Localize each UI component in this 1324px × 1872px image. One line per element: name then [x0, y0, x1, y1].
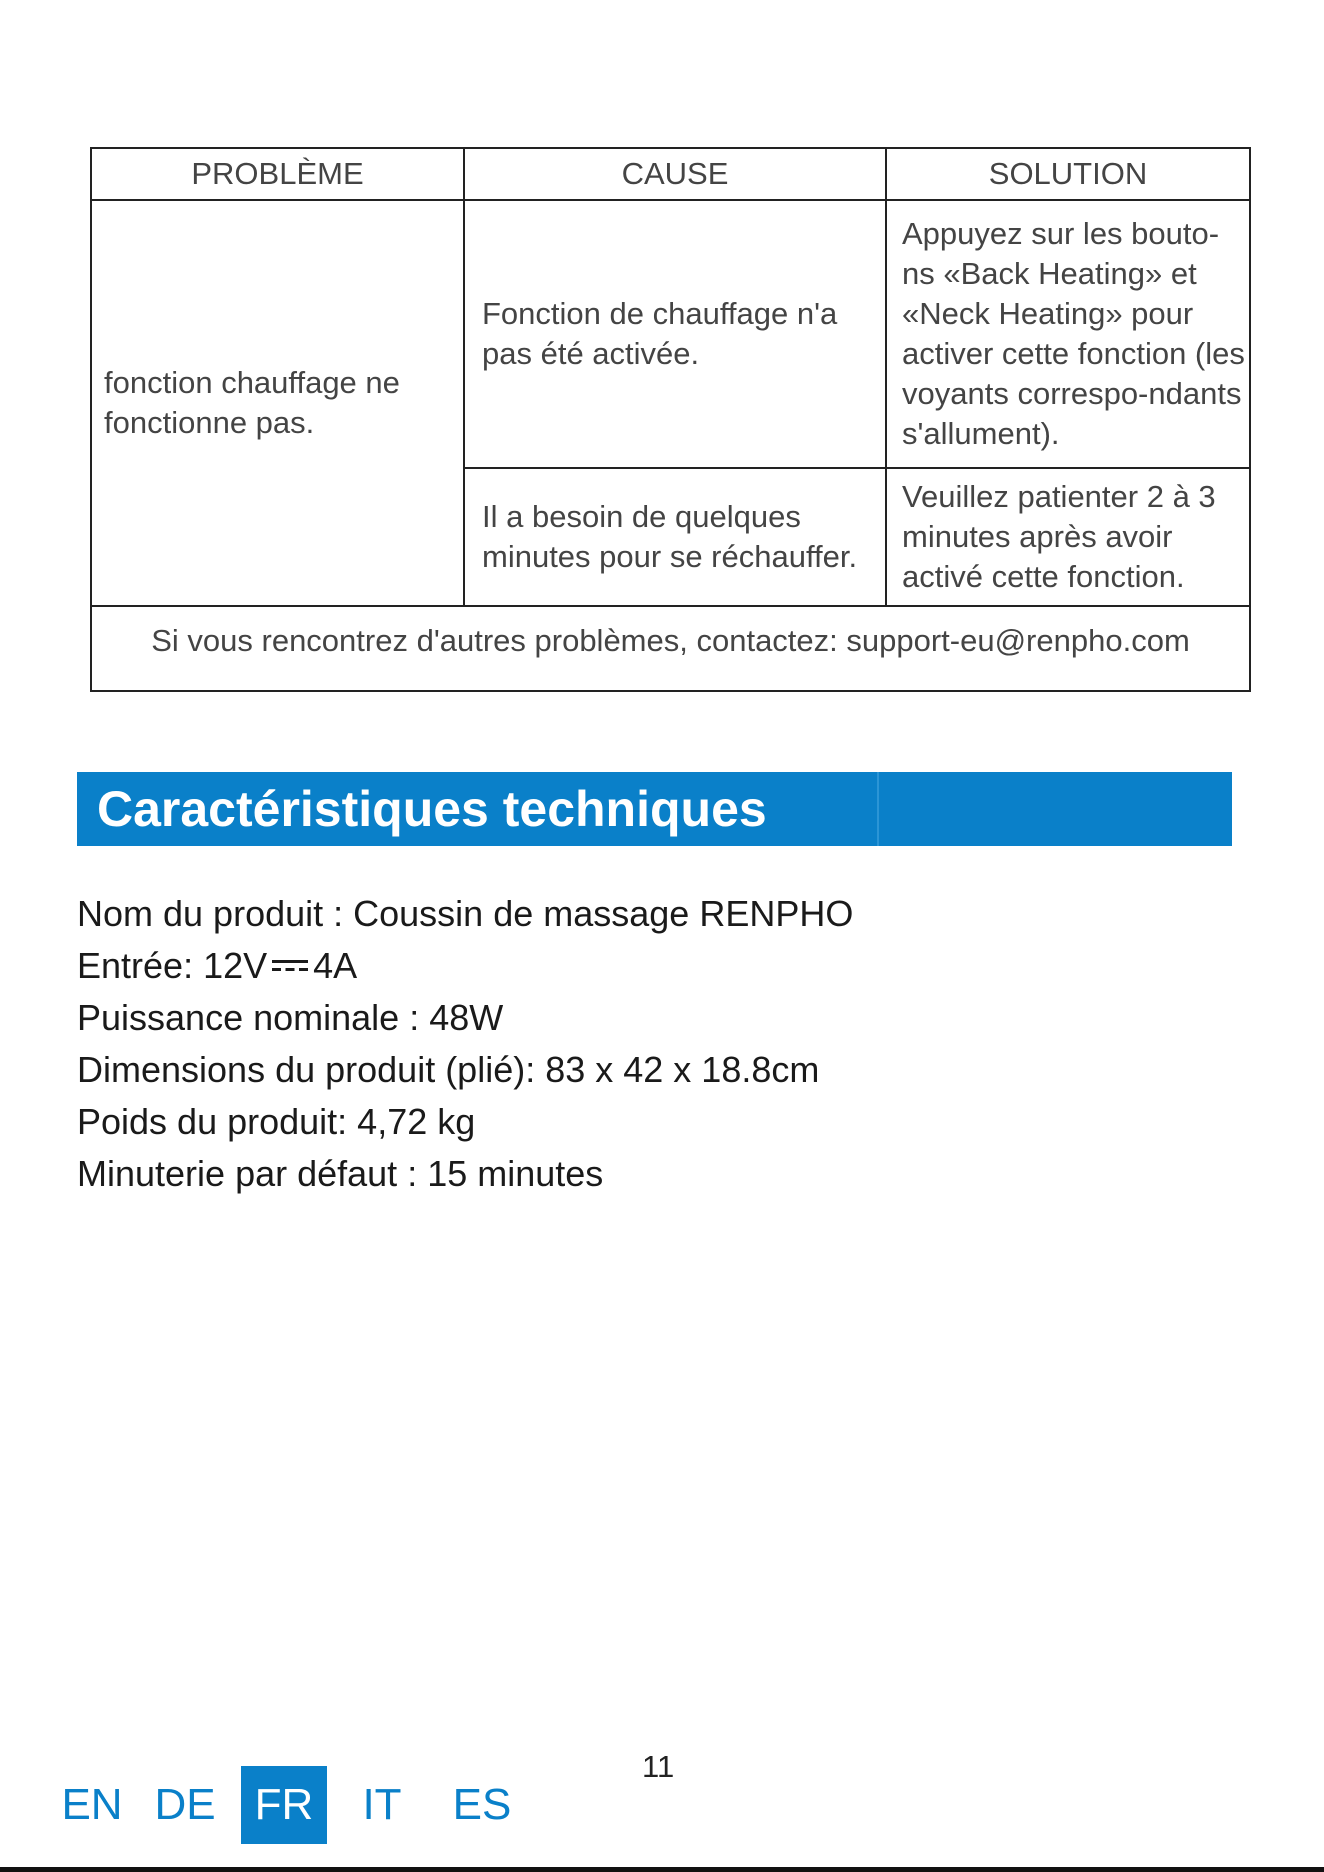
spec-timer: Minuterie par défaut : 15 minutes [77, 1153, 604, 1194]
cause-text: Fonction de chauffage n'a pas été activée. [482, 296, 838, 371]
cause-text: Il a besoin de quelques minutes pour se réchauffer. [482, 499, 858, 574]
spec-input-current: 4A [313, 945, 358, 986]
header-cause: CAUSE [464, 148, 886, 200]
page-number: 11 [642, 1749, 675, 1784]
cause-cell [464, 468, 886, 606]
troubleshooting-table [90, 147, 1251, 692]
table-header-row [91, 148, 1250, 200]
bottom-rule [0, 1867, 1324, 1872]
language-tab-es[interactable]: ES [452, 1780, 512, 1829]
contact-text: Si vous rencontrez d'autres problèmes, contactez: support-eu@renpho.com [151, 623, 1190, 658]
spec-product-name: Nom du produit : Coussin de massage RENPHO [77, 893, 854, 934]
problem-cell [91, 200, 464, 606]
contact-cell [91, 606, 1250, 691]
dc-current-icon [271, 957, 309, 975]
solution-cell [886, 468, 1250, 606]
problem-text: fonction chauffage ne fonctionne pas. [104, 365, 400, 440]
cause-cell [464, 200, 886, 468]
specs-list [77, 888, 853, 1200]
spec-weight: Poids du produit: 4,72 kg [77, 1101, 476, 1142]
section-title: Caractéristiques techniques [97, 781, 767, 837]
table-row [91, 200, 1250, 468]
spec-power: Puissance nominale : 48W [77, 997, 504, 1038]
header-problem: PROBLÈME [91, 148, 464, 200]
header-solution: SOLUTION [886, 148, 1250, 200]
language-tab-fr[interactable]: FR [241, 1766, 327, 1844]
section-header-divider [877, 772, 879, 846]
language-tab-it[interactable]: IT [362, 1780, 402, 1829]
language-tab-en[interactable]: EN [61, 1780, 123, 1829]
solution-cell [886, 200, 1250, 468]
spec-dimensions: Dimensions du produit (plié): 83 x 42 x 18.8cm [77, 1049, 820, 1090]
language-tab-de[interactable]: DE [154, 1780, 216, 1829]
spec-input [77, 940, 853, 992]
solution-text: Veuillez patienter 2 à 3 minutes après avoir activé cette fonction. [902, 479, 1216, 594]
contact-row [91, 606, 1250, 691]
section-header [77, 772, 1232, 846]
solution-text: Appuyez sur les bouto-ns «Back Heating» et «Neck Heating» pour activer cette fonction (les voyants correspo-ndants s'allument). [902, 216, 1245, 451]
spec-input-voltage: Entrée: 12V [77, 945, 268, 986]
